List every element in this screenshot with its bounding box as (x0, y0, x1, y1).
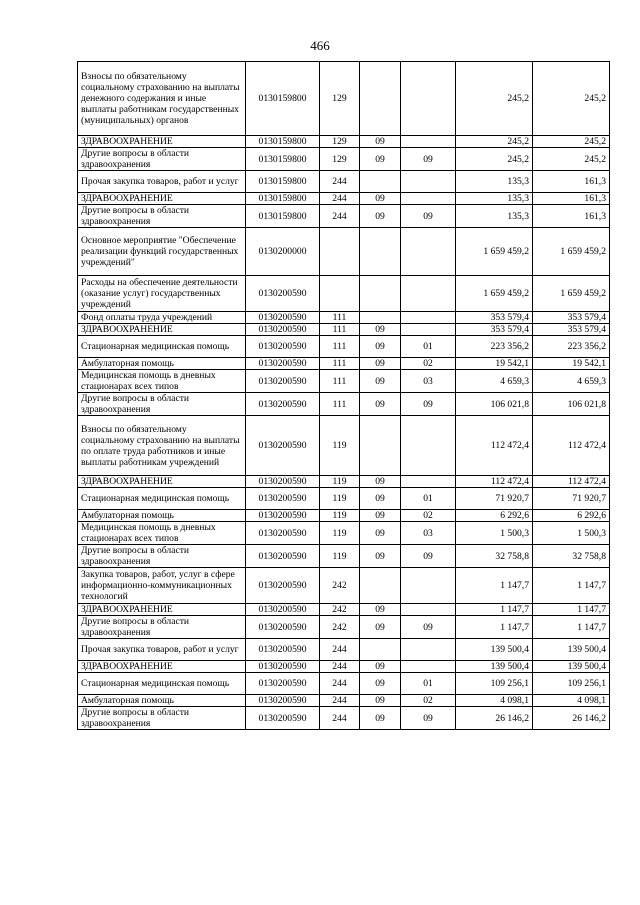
cell-s1: 71 920,7 (456, 488, 533, 510)
table-row (78, 336, 610, 358)
cell-pr: 09 (401, 205, 456, 228)
table-row (78, 616, 610, 639)
cell-csr: 0130200590 (246, 476, 320, 488)
table-row (78, 193, 610, 205)
cell-pr: 09 (401, 545, 456, 568)
cell-name: ЗДРАВООХРАНЕНИЕ (78, 604, 246, 616)
cell-s1: 19 542,1 (456, 358, 533, 370)
cell-pr: 01 (401, 488, 456, 510)
cell-csr: 0130200590 (246, 370, 320, 393)
table-row (78, 510, 610, 522)
cell-csr: 0130200590 (246, 336, 320, 358)
cell-s1: 353 579,4 (456, 312, 533, 324)
cell-csr: 0130200590 (246, 522, 320, 545)
cell-csr: 0130200590 (246, 324, 320, 336)
cell-pr: 02 (401, 695, 456, 707)
cell-name: Другие вопросы в области здравоохранения (78, 545, 246, 568)
cell-rz: 09 (360, 707, 401, 730)
cell-s2: 245,2 (533, 148, 610, 171)
page-number: 466 (310, 38, 330, 53)
table-row (78, 393, 610, 416)
cell-rz: 09 (360, 604, 401, 616)
table-row (78, 171, 610, 193)
table-row (78, 276, 610, 312)
cell-s1: 135,3 (456, 193, 533, 205)
cell-vr: 244 (320, 205, 360, 228)
cell-s2: 245,2 (533, 62, 610, 136)
cell-csr: 0130200590 (246, 604, 320, 616)
table-row (78, 522, 610, 545)
cell-s1: 4 098,1 (456, 695, 533, 707)
cell-csr: 0130200590 (246, 568, 320, 604)
cell-pr: 03 (401, 370, 456, 393)
cell-pr: 02 (401, 510, 456, 522)
cell-s2: 161,3 (533, 193, 610, 205)
table-row (78, 488, 610, 510)
cell-pr: 09 (401, 393, 456, 416)
cell-name: Стационарная медицинская помощь (78, 336, 246, 358)
cell-pr: 09 (401, 148, 456, 171)
cell-pr (401, 568, 456, 604)
cell-vr: 119 (320, 476, 360, 488)
cell-s1: 1 147,7 (456, 604, 533, 616)
cell-pr (401, 62, 456, 136)
table-row (78, 416, 610, 476)
cell-s2: 19 542,1 (533, 358, 610, 370)
cell-rz (360, 568, 401, 604)
cell-s1: 353 579,4 (456, 324, 533, 336)
cell-csr: 0130200590 (246, 416, 320, 476)
cell-s1: 1 500,3 (456, 522, 533, 545)
cell-pr (401, 324, 456, 336)
cell-vr: 129 (320, 148, 360, 171)
cell-vr: 244 (320, 639, 360, 661)
cell-s2: 161,3 (533, 171, 610, 193)
cell-rz: 09 (360, 136, 401, 148)
cell-s2: 32 758,8 (533, 545, 610, 568)
cell-name: ЗДРАВООХРАНЕНИЕ (78, 476, 246, 488)
cell-name: Стационарная медицинская помощь (78, 673, 246, 695)
cell-s2: 109 256,1 (533, 673, 610, 695)
cell-name: Закупка товаров, работ, услуг в сфере информационно-коммуникационных технологий (78, 568, 246, 604)
cell-csr: 0130200590 (246, 639, 320, 661)
cell-rz: 09 (360, 324, 401, 336)
cell-s2: 1 659 459,2 (533, 228, 610, 276)
cell-s1: 6 292,6 (456, 510, 533, 522)
table-row (78, 358, 610, 370)
cell-rz: 09 (360, 148, 401, 171)
cell-rz: 09 (360, 510, 401, 522)
cell-rz: 09 (360, 673, 401, 695)
cell-pr: 09 (401, 616, 456, 639)
cell-s2: 245,2 (533, 136, 610, 148)
cell-csr: 0130159800 (246, 62, 320, 136)
cell-vr (320, 276, 360, 312)
cell-rz: 09 (360, 545, 401, 568)
cell-csr: 0130159800 (246, 136, 320, 148)
cell-rz: 09 (360, 393, 401, 416)
cell-csr: 0130200590 (246, 661, 320, 673)
cell-s2: 353 579,4 (533, 324, 610, 336)
cell-s1: 139 500,4 (456, 661, 533, 673)
table-row (78, 62, 610, 136)
cell-s1: 4 659,3 (456, 370, 533, 393)
table-row (78, 604, 610, 616)
table-row (78, 476, 610, 488)
budget-table-body (78, 62, 610, 730)
table-row (78, 695, 610, 707)
cell-pr (401, 416, 456, 476)
cell-name: Взносы по обязательному социальному страхованию на выплаты денежного содержания и иные выплаты работникам государственных (муниципальных) органов (78, 62, 246, 136)
cell-s1: 1 659 459,2 (456, 228, 533, 276)
table-row (78, 228, 610, 276)
table-row (78, 312, 610, 324)
cell-s2: 106 021,8 (533, 393, 610, 416)
cell-vr: 244 (320, 695, 360, 707)
cell-vr: 242 (320, 568, 360, 604)
cell-name: Медицинская помощь в дневных стационарах всех типов (78, 370, 246, 393)
cell-s2: 1 147,7 (533, 568, 610, 604)
cell-s1: 245,2 (456, 136, 533, 148)
cell-rz: 09 (360, 370, 401, 393)
cell-s1: 245,2 (456, 148, 533, 171)
cell-csr: 0130200590 (246, 358, 320, 370)
cell-s1: 109 256,1 (456, 673, 533, 695)
cell-rz (360, 228, 401, 276)
cell-s1: 1 147,7 (456, 568, 533, 604)
cell-rz: 09 (360, 205, 401, 228)
cell-name: ЗДРАВООХРАНЕНИЕ (78, 193, 246, 205)
cell-name: Другие вопросы в области здравоохранения (78, 148, 246, 171)
table-row (78, 205, 610, 228)
cell-s1: 106 021,8 (456, 393, 533, 416)
cell-rz (360, 62, 401, 136)
cell-vr: 111 (320, 358, 360, 370)
cell-rz: 09 (360, 616, 401, 639)
cell-s1: 139 500,4 (456, 639, 533, 661)
cell-vr: 111 (320, 336, 360, 358)
cell-csr: 0130159800 (246, 193, 320, 205)
cell-name: Другие вопросы в области здравоохранения (78, 205, 246, 228)
cell-name: ЗДРАВООХРАНЕНИЕ (78, 324, 246, 336)
cell-name: Медицинская помощь в дневных стационарах всех типов (78, 522, 246, 545)
cell-vr: 242 (320, 616, 360, 639)
cell-rz: 09 (360, 336, 401, 358)
cell-csr: 0130200590 (246, 488, 320, 510)
cell-csr: 0130200590 (246, 545, 320, 568)
cell-vr: 244 (320, 171, 360, 193)
cell-s2: 139 500,4 (533, 639, 610, 661)
cell-s2: 1 147,7 (533, 616, 610, 639)
cell-vr: 244 (320, 673, 360, 695)
cell-s2: 1 147,7 (533, 604, 610, 616)
cell-rz: 09 (360, 193, 401, 205)
cell-pr (401, 136, 456, 148)
cell-vr: 119 (320, 522, 360, 545)
cell-s2: 161,3 (533, 205, 610, 228)
cell-s2: 4 659,3 (533, 370, 610, 393)
cell-vr: 242 (320, 604, 360, 616)
cell-vr: 244 (320, 661, 360, 673)
cell-pr (401, 171, 456, 193)
cell-vr: 244 (320, 707, 360, 730)
table-row (78, 370, 610, 393)
cell-vr: 129 (320, 62, 360, 136)
cell-pr (401, 604, 456, 616)
cell-s2: 112 472,4 (533, 416, 610, 476)
cell-name: ЗДРАВООХРАНЕНИЕ (78, 661, 246, 673)
cell-rz (360, 171, 401, 193)
cell-s1: 32 758,8 (456, 545, 533, 568)
cell-rz (360, 416, 401, 476)
cell-csr: 0130200590 (246, 393, 320, 416)
budget-table (77, 61, 610, 730)
cell-vr (320, 228, 360, 276)
cell-csr: 0130159800 (246, 148, 320, 171)
cell-rz: 09 (360, 358, 401, 370)
cell-name: Основное мероприятие "Обеспечение реализации функций государственных учреждений" (78, 228, 246, 276)
cell-vr: 119 (320, 488, 360, 510)
cell-csr: 0130200000 (246, 228, 320, 276)
table-row (78, 545, 610, 568)
cell-rz (360, 639, 401, 661)
cell-s2: 223 356,2 (533, 336, 610, 358)
cell-s2: 112 472,4 (533, 476, 610, 488)
cell-vr: 111 (320, 312, 360, 324)
cell-s1: 26 146,2 (456, 707, 533, 730)
cell-csr: 0130159800 (246, 171, 320, 193)
cell-vr: 119 (320, 416, 360, 476)
cell-pr (401, 312, 456, 324)
cell-s2: 1 659 459,2 (533, 276, 610, 312)
cell-name: Фонд оплаты труда учреждений (78, 312, 246, 324)
cell-vr: 119 (320, 510, 360, 522)
table-row (78, 639, 610, 661)
cell-rz (360, 312, 401, 324)
cell-s2: 353 579,4 (533, 312, 610, 324)
cell-rz: 09 (360, 522, 401, 545)
cell-name: ЗДРАВООХРАНЕНИЕ (78, 136, 246, 148)
cell-pr (401, 476, 456, 488)
table-row (78, 661, 610, 673)
cell-csr: 0130159800 (246, 205, 320, 228)
cell-csr: 0130200590 (246, 673, 320, 695)
cell-s1: 1 147,7 (456, 616, 533, 639)
cell-name: Прочая закупка товаров, работ и услуг (78, 171, 246, 193)
cell-rz: 09 (360, 476, 401, 488)
cell-pr (401, 661, 456, 673)
cell-vr: 244 (320, 193, 360, 205)
cell-pr (401, 639, 456, 661)
cell-s2: 71 920,7 (533, 488, 610, 510)
cell-name: Амбулаторная помощь (78, 510, 246, 522)
cell-vr: 111 (320, 393, 360, 416)
cell-s1: 223 356,2 (456, 336, 533, 358)
cell-s1: 1 659 459,2 (456, 276, 533, 312)
cell-s1: 245,2 (456, 62, 533, 136)
table-row (78, 148, 610, 171)
cell-pr: 01 (401, 336, 456, 358)
cell-s2: 1 500,3 (533, 522, 610, 545)
cell-vr: 111 (320, 324, 360, 336)
cell-s1: 135,3 (456, 205, 533, 228)
cell-s2: 26 146,2 (533, 707, 610, 730)
cell-pr: 02 (401, 358, 456, 370)
cell-csr: 0130200590 (246, 616, 320, 639)
cell-s2: 139 500,4 (533, 661, 610, 673)
cell-name: Амбулаторная помощь (78, 695, 246, 707)
cell-pr (401, 228, 456, 276)
table-row (78, 707, 610, 730)
cell-pr: 03 (401, 522, 456, 545)
cell-rz: 09 (360, 661, 401, 673)
cell-s1: 135,3 (456, 171, 533, 193)
cell-pr: 09 (401, 707, 456, 730)
cell-pr (401, 193, 456, 205)
cell-name: Прочая закупка товаров, работ и услуг (78, 639, 246, 661)
table-row (78, 673, 610, 695)
cell-name: Другие вопросы в области здравоохранения (78, 616, 246, 639)
cell-name: Стационарная медицинская помощь (78, 488, 246, 510)
cell-name: Амбулаторная помощь (78, 358, 246, 370)
table-row (78, 324, 610, 336)
cell-csr: 0130200590 (246, 312, 320, 324)
cell-name: Другие вопросы в области здравоохранения (78, 707, 246, 730)
cell-name: Взносы по обязательному социальному страхованию на выплаты по оплате труда работников и иные выплаты работникам учреждений (78, 416, 246, 476)
cell-name: Другие вопросы в области здравоохранения (78, 393, 246, 416)
cell-rz: 09 (360, 488, 401, 510)
cell-pr: 01 (401, 673, 456, 695)
cell-csr: 0130200590 (246, 276, 320, 312)
cell-name: Расходы на обеспечение деятельности (оказание услуг) государственных учреждений (78, 276, 246, 312)
cell-s2: 4 098,1 (533, 695, 610, 707)
cell-vr: 111 (320, 370, 360, 393)
cell-pr (401, 276, 456, 312)
cell-vr: 119 (320, 545, 360, 568)
cell-rz (360, 276, 401, 312)
cell-csr: 0130200590 (246, 510, 320, 522)
table-row (78, 136, 610, 148)
cell-rz: 09 (360, 695, 401, 707)
table-row (78, 568, 610, 604)
cell-vr: 129 (320, 136, 360, 148)
cell-s1: 112 472,4 (456, 476, 533, 488)
cell-s1: 112 472,4 (456, 416, 533, 476)
cell-csr: 0130200590 (246, 695, 320, 707)
cell-s2: 6 292,6 (533, 510, 610, 522)
cell-csr: 0130200590 (246, 707, 320, 730)
